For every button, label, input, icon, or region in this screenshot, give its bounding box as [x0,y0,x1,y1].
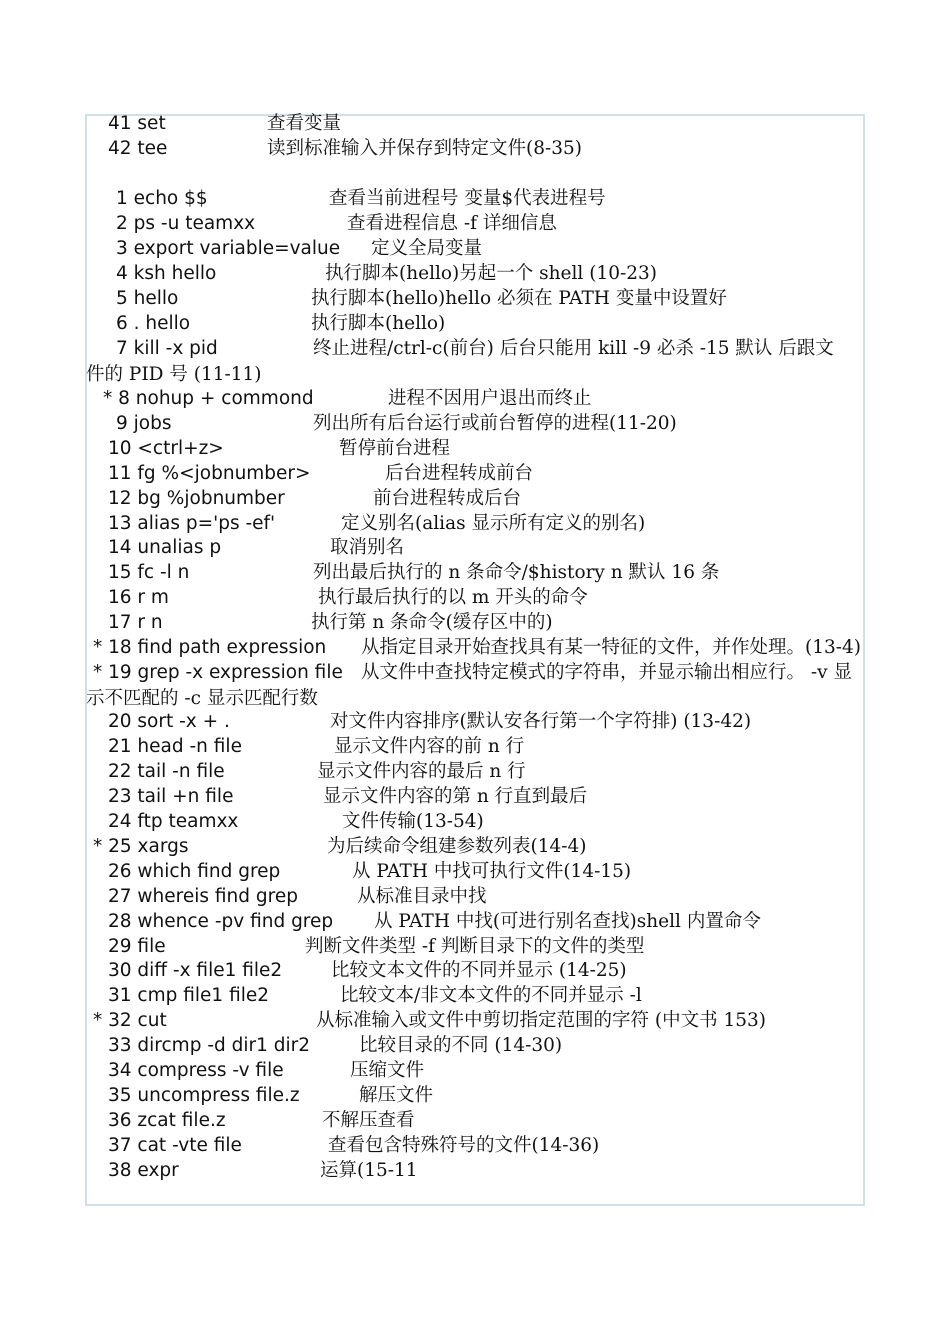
command-description: 从文件中查找特定模式的字符串，并显示输出相应行。 -v 显 [361,662,852,683]
command-description: 执行脚本(hello)另起一个 shell (10-23) [325,263,657,284]
command-text: * 25 xargs [93,836,189,857]
command-description: 运算(15-11 [320,1160,418,1181]
command-text: 11 fg %<jobnumber> [108,463,311,484]
command-description: 不解压查看 [322,1110,415,1131]
command-text: 6 . hello [116,313,191,334]
command-description: 终止进程/ctrl-c(前台) 后台只能用 kill -9 必杀 -15 默认 后跟文 [313,338,834,359]
command-description: 从 PATH 中找(可进行别名查找)shell 内置命令 [374,911,761,932]
command-text: 41 set [108,113,166,134]
command-text: 35 uncompress file.z [108,1085,300,1106]
command-description: 从指定目录开始查找具有某一特征的文件，并作处理。(13-4) [361,637,861,658]
command-description: 读到标准输入并保存到特定文件(8-35) [267,138,582,159]
command-description: 示不匹配的 -c 显示匹配行数 [86,688,318,709]
command-description: 从 PATH 中找可执行文件(14-15) [352,861,632,882]
command-text: 3 export variable=value [116,238,341,259]
command-description: 压缩文件 [350,1060,425,1081]
command-text: 12 bg %jobnumber [108,488,285,509]
command-text: 13 alias p='ps -ef' [108,513,276,534]
command-text: 37 cat -vte file [108,1135,242,1156]
command-description: 从标准目录中找 [357,886,487,907]
command-description: 执行脚本(hello) [311,313,446,334]
command-description: 定义全局变量 [371,238,483,259]
command-description: 从标准输入或文件中剪切指定范围的字符 (中文书 153) [316,1010,767,1031]
command-text: 17 r n [108,612,163,633]
command-text: 1 echo $$ [116,188,208,209]
command-description: 显示文件内容的最后 n 行 [317,761,526,782]
command-text: * 19 grep -x expression file [93,662,343,683]
command-description: 定义别名(alias 显示所有定义的别名) [341,513,646,534]
command-description: 文件传输(13-54) [342,811,484,832]
command-description: 对文件内容排序(默认安各行第一个字符排) (13-42) [330,711,752,732]
command-text: * 32 cut [93,1010,167,1031]
command-description: 解压文件 [359,1085,434,1106]
command-description: 进程不因用户退出而终止 [388,388,592,409]
command-description: 比较文本文件的不同并显示 (14-25) [331,960,627,981]
command-text: 14 unalias p [108,537,222,558]
command-text: 5 hello [116,288,179,309]
command-text: 38 expr [108,1160,179,1181]
command-description: 查看当前进程号 变量$代表进程号 [329,188,606,209]
command-description: 列出最后执行的 n 条命令/$history n 默认 16 条 [313,562,720,583]
command-description: 查看进程信息 -f 详细信息 [347,213,557,234]
command-description: 执行第 n 条命令(缓存区中的) [311,612,553,633]
command-text: 33 dircmp -d dir1 dir2 [108,1035,311,1056]
command-description: 列出所有后台运行或前台暂停的进程(11-20) [313,413,677,434]
command-text: 34 compress -v file [108,1060,284,1081]
command-description: 查看包含特殊符号的文件(14-36) [328,1135,600,1156]
command-text: 2 ps -u teamxx [116,213,256,234]
command-text: 15 fc -l n [108,562,190,583]
command-text: 9 jobs [116,413,172,434]
command-text: 23 tail +n file [108,786,234,807]
command-text: 26 which find grep [108,861,281,882]
command-text: 7 kill -x pid [116,338,218,359]
command-text: 10 <ctrl+z> [108,438,224,459]
command-description: 比较文本/非文本文件的不同并显示 -l [340,985,642,1006]
command-description: 比较目录的不同 (14-30) [359,1035,563,1056]
command-description: 判断文件类型 -f 判断目录下的文件的类型 [305,936,645,957]
command-description: 件的 PID 号 (11-11) [86,364,262,385]
command-description: 为后续命令组建参数列表(14-4) [327,836,587,857]
command-description: 后台进程转成前台 [385,463,534,484]
command-description: 前台进程转成后台 [373,488,522,509]
command-text: 31 cmp file1 file2 [108,985,270,1006]
command-text: * 18 find path expression [93,637,327,658]
command-description: 暂停前台进程 [339,438,451,459]
command-text: 24 ftp teamxx [108,811,239,832]
command-description: 执行最后执行的以 m 开头的命令 [318,587,588,608]
command-description: 查看变量 [267,113,342,134]
command-text: 22 tail -n file [108,761,225,782]
command-description: 显示文件内容的第 n 行直到最后 [323,786,588,807]
command-text: 4 ksh hello [116,263,217,284]
command-text: * 8 nohup + commond [103,388,314,409]
command-text: 36 zcat file.z [108,1110,226,1131]
command-description: 取消别名 [330,537,405,558]
command-text: 27 whereis find grep [108,886,298,907]
command-text: 16 r m [108,587,169,608]
command-text: 21 head -n file [108,736,242,757]
command-text: 20 sort -x + . [108,711,230,732]
command-text: 29 file [108,936,166,957]
command-text: 30 diff -x file1 file2 [108,960,283,981]
command-description: 执行脚本(hello)hello 必须在 PATH 变量中设置好 [311,288,727,309]
command-text: 28 whence -pv find grep [108,911,334,932]
command-text: 42 tee [108,138,168,159]
command-description: 显示文件内容的前 n 行 [334,736,525,757]
